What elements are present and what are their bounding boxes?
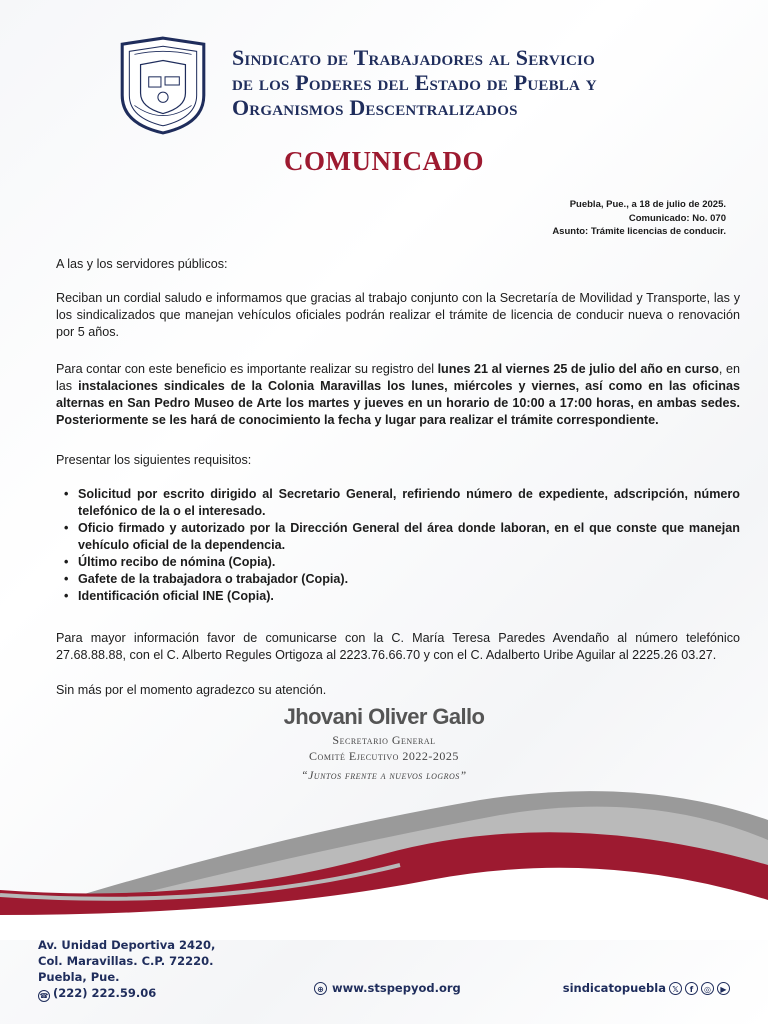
p2-text-a: Para contar con este beneficio es importante realizar su registro del [56, 362, 438, 376]
list-item: • Oficio firmado y autorizado por la Dirección General del área donde laboran, en el que conste que manejan vehículo oficial de la dependencia. [62, 520, 740, 554]
signer-name: Jhovani Oliver Gallo [283, 704, 485, 729]
list-item: • Solicitud por escrito dirigido al Secretario General, refiriendo número de expediente, adscripción, número telefónico de la o el interesado. [62, 486, 740, 520]
p2-text-c: , en las [56, 362, 740, 393]
list-item: • Identificación oficial INE (Copia). [62, 588, 740, 605]
closing: Sin más por el momento agradezco su atención. [56, 683, 327, 697]
union-logo [112, 34, 214, 136]
paragraph-intro: Reciban un cordial saludo e informamos que gracias al trabajo conjunto con la Secretaría de Movilidad y Transporte, las y los sindicalizados que manejan vehículos oficiales podrán realizar el trámite de licencia de conducir nueva o renovación por 5 años. [56, 291, 740, 339]
document-title: COMUNICADO [284, 146, 484, 176]
signer-committee: Comité Ejecutivo 2022-2025 [309, 749, 459, 763]
phone-line [38, 985, 215, 1002]
organization-name [232, 45, 712, 120]
social-handle[interactable]: sindicatopuebla [562, 981, 666, 995]
greeting: A las y los servidores públicos: [56, 257, 228, 271]
decorative-waves [0, 770, 768, 940]
motto: “Juntos frente a nuevos logros” [301, 770, 467, 782]
list-item: • Último recibo de nómina (Copia). [62, 554, 740, 571]
communique-number: Comunicado: No. 070 [628, 212, 726, 224]
x-icon[interactable]: 𝕏 [669, 982, 682, 995]
social-media [563, 981, 730, 995]
instagram-icon[interactable]: ◎ [701, 982, 714, 995]
address-line-2: Col. Maravillas. C.P. 72220. [38, 954, 214, 968]
website-url[interactable]: www.stspepyod.org [332, 981, 461, 995]
phone-number[interactable]: (222) 222.59.06 [53, 986, 157, 1000]
signer-role: Secretario General [332, 733, 436, 747]
address-line-3: Puebla, Pue. [38, 970, 120, 984]
list-item: • Gafete de la trabajadora o trabajador (Copia). [62, 571, 740, 588]
p2-dates: lunes 21 al viernes 25 de julio del año en curso [437, 362, 719, 376]
globe-icon: ⊕ [314, 982, 327, 995]
org-line-1: Sindicato de Trabajadores al Servicio [232, 45, 595, 70]
requirements-list [62, 486, 740, 605]
youtube-icon[interactable]: ▶ [717, 982, 730, 995]
website-link[interactable] [314, 981, 461, 995]
facebook-icon[interactable]: f [685, 982, 698, 995]
document-meta [552, 198, 726, 239]
address-line-1: Av. Unidad Deportiva 2420, [38, 938, 216, 952]
place-date: Puebla, Pue., a 18 de julio de 2025. [569, 199, 726, 210]
footer-address [38, 937, 215, 1002]
requirements-intro: Presentar los siguientes requisitos: [56, 453, 252, 467]
org-line-2: de los Poderes del Estado de Puebla y [232, 70, 597, 95]
paragraph-contact: Para mayor información favor de comunicarse con la C. María Teresa Paredes Avendaño al número telefónico 27.68.88.88, con el C. Alberto Regules Ortigoza al 2223.76.66.70 y con el C. Adalberto Uribe Aguilar al 2225.26 03.27. [56, 631, 740, 662]
subject: Asunto: Trámite licencias de conducir. [552, 226, 726, 237]
org-line-3: Organismos Descentralizados [232, 95, 518, 120]
phone-icon: ☎ [39, 992, 49, 1000]
paragraph-registration [56, 361, 740, 429]
p2-locations: instalaciones sindicales de la Colonia Maravillas los lunes, miércoles y viernes, así como en las oficinas alternas en San Pedro Museo de Arte los martes y jueves en un horario de 10:00 a 17:00 horas, en ambas sedes. Posteriormente se les hará de conocimiento la fecha y lugar para realizar el trámite correspondiente. [56, 379, 740, 427]
